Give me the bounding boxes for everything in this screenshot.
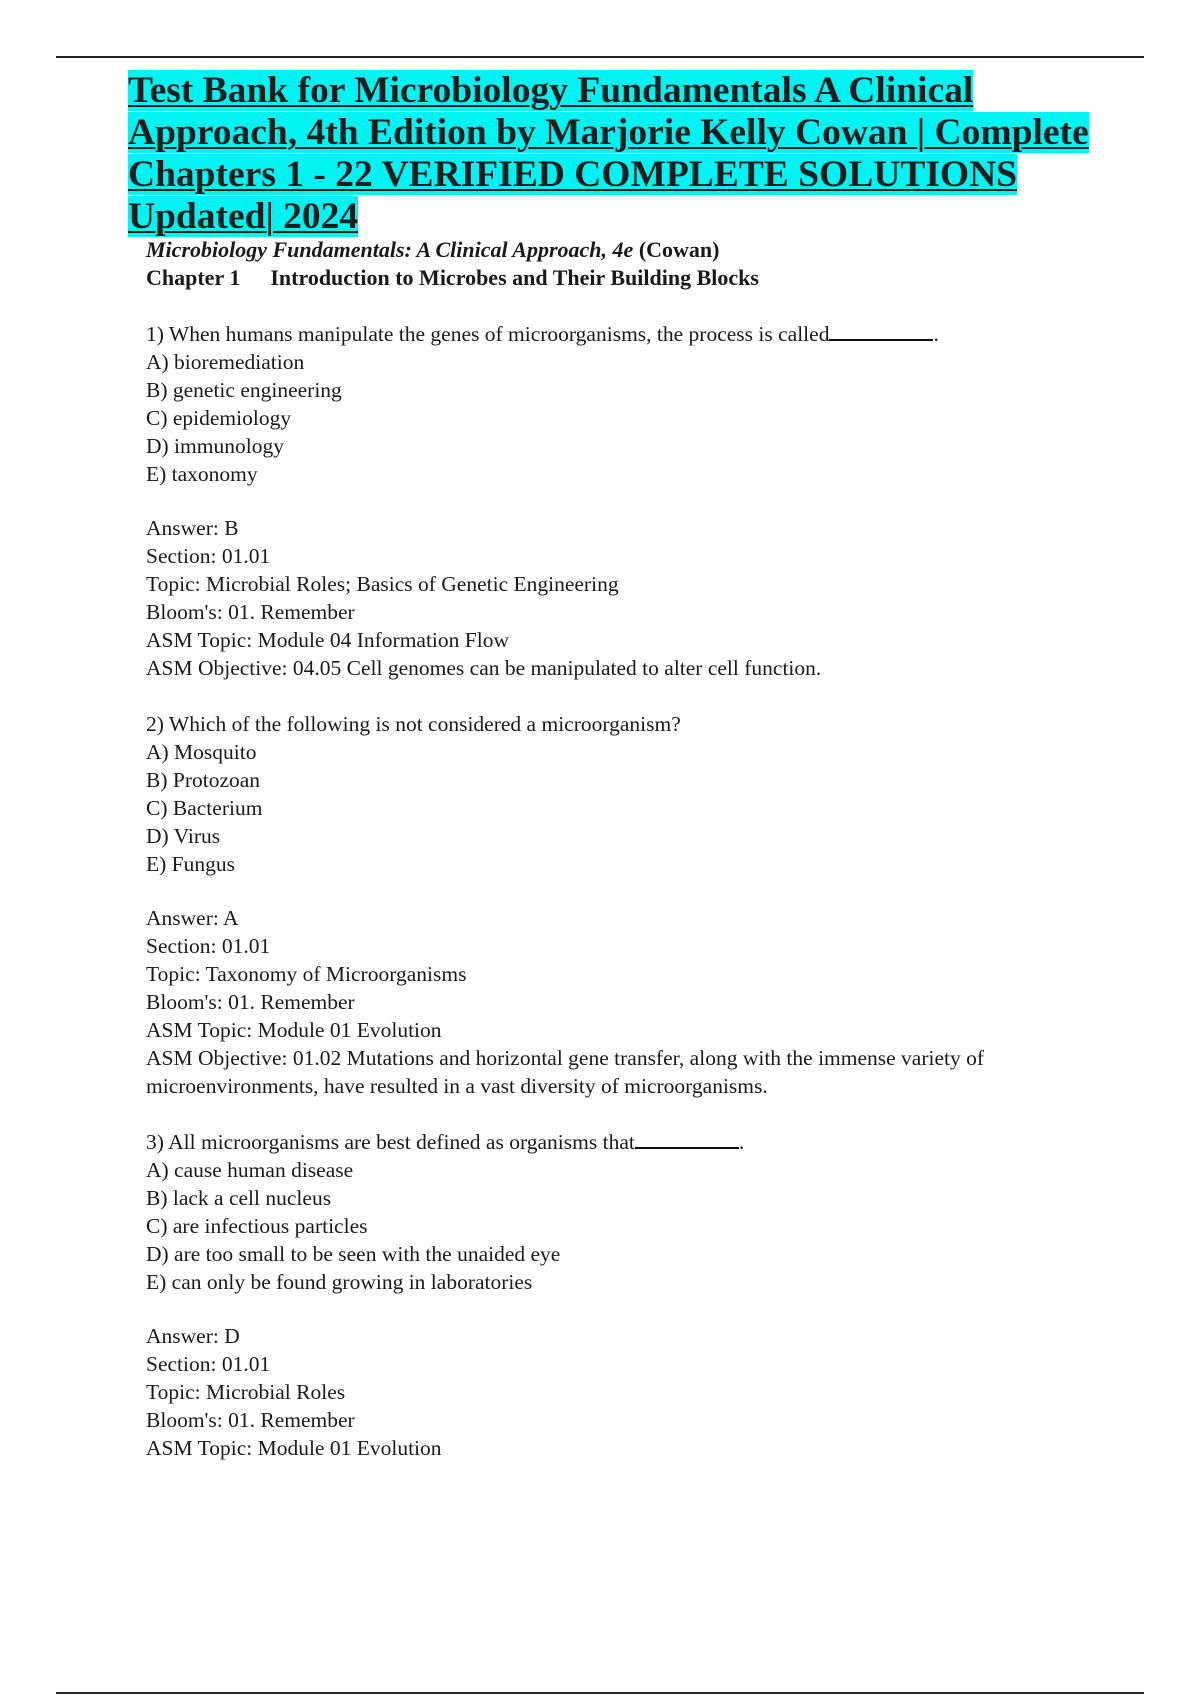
blooms-line: Bloom's: 01. Remember [146, 1408, 355, 1432]
option-b: B) lack a cell nucleus [146, 1186, 332, 1210]
asm-topic-line: ASM Topic: Module 01 Evolution [146, 1436, 442, 1460]
blooms-line: Bloom's: 01. Remember [146, 600, 355, 624]
question-text [146, 320, 1106, 348]
book-reference [146, 236, 1106, 264]
bottom-rule [56, 1692, 1144, 1694]
option-d: D) are too small to be seen with the unaided eye [146, 1242, 561, 1266]
option-c: C) are infectious particles [146, 1214, 368, 1238]
topic-line: Topic: Microbial Roles [146, 1380, 346, 1404]
answer-blank [829, 321, 933, 341]
option-list [146, 738, 1106, 878]
highlighted-title-text: Test Bank for Microbiology Fundamentals A Clinical Approach, 4th Edition by Marjorie Kelly Cowan | Complete Chapters 1 - 22 VERIFIED COMPLETE SOLUTIONS Updated| 2024 [128, 70, 1089, 237]
answer-metadata [146, 514, 1106, 682]
topic-line: Topic: Taxonomy of Microorganisms [146, 962, 467, 986]
option-c: C) Bacterium [146, 796, 263, 820]
option-a: A) bioremediation [146, 350, 305, 374]
asm-topic-line: ASM Topic: Module 01 Evolution [146, 1018, 442, 1042]
option-list [146, 348, 1106, 488]
option-list [146, 1156, 1106, 1296]
option-e: E) taxonomy [146, 462, 258, 486]
answer-line: Answer: A [146, 906, 239, 930]
question-stem: 1) When humans manipulate the genes of microorganisms, the process is called [146, 322, 830, 346]
question-stem-end: . [933, 322, 939, 346]
answer-metadata [146, 904, 1106, 1100]
top-rule [56, 56, 1144, 58]
question-stem-end: . [738, 1130, 745, 1154]
option-c: C) epidemiology [146, 406, 292, 430]
blooms-line: Bloom's: 01. Remember [146, 990, 355, 1014]
option-a: A) Mosquito [146, 740, 257, 764]
question-text [146, 1128, 1106, 1156]
chapter-label: Chapter 1 [146, 265, 241, 290]
answer-blank [635, 1129, 739, 1149]
option-b: B) genetic engineering [146, 378, 342, 402]
section-line: Section: 01.01 [146, 544, 271, 568]
topic-line: Topic: Microbial Roles; Basics of Genetic Engineering [146, 572, 619, 596]
section-line: Section: 01.01 [146, 1352, 271, 1376]
section-line: Section: 01.01 [146, 934, 271, 958]
asm-objective-line: ASM Objective: 01.02 Mutations and horizontal gene transfer, along with the immense variety of microenvironments, have resulted in a vast diversity of microorganisms. [146, 1046, 985, 1098]
option-d: D) immunology [146, 434, 284, 458]
chapter-title: Introduction to Microbes and Their Building Blocks [270, 265, 759, 290]
answer-line: Answer: D [146, 1324, 240, 1348]
book-author: (Cowan) [638, 237, 720, 262]
option-d: D) Virus [146, 824, 221, 848]
question-stem: 2) Which of the following is not considered a microorganism? [146, 712, 681, 736]
option-b: B) Protozoan [146, 768, 261, 792]
answer-line: Answer: B [146, 516, 239, 540]
book-title: Microbiology Fundamentals: A Clinical Approach, 4e [146, 237, 634, 262]
option-a: A) cause human disease [146, 1158, 354, 1182]
option-e: E) Fungus [146, 852, 235, 876]
question-3 [146, 1128, 1106, 1462]
question-text [146, 710, 1106, 738]
chapter-heading [146, 264, 1106, 292]
answer-metadata [146, 1322, 1106, 1462]
option-e: E) can only be found growing in laboratories [146, 1270, 533, 1294]
document-title [128, 70, 1128, 238]
question-2 [146, 710, 1106, 1100]
question-1 [146, 320, 1106, 682]
asm-topic-line: ASM Topic: Module 04 Information Flow [146, 628, 509, 652]
question-stem: 3) All microorganisms are best defined as organisms that [146, 1130, 635, 1154]
page-content [146, 236, 1106, 1462]
asm-objective-line: ASM Objective: 04.05 Cell genomes can be manipulated to alter cell function. [146, 656, 822, 680]
